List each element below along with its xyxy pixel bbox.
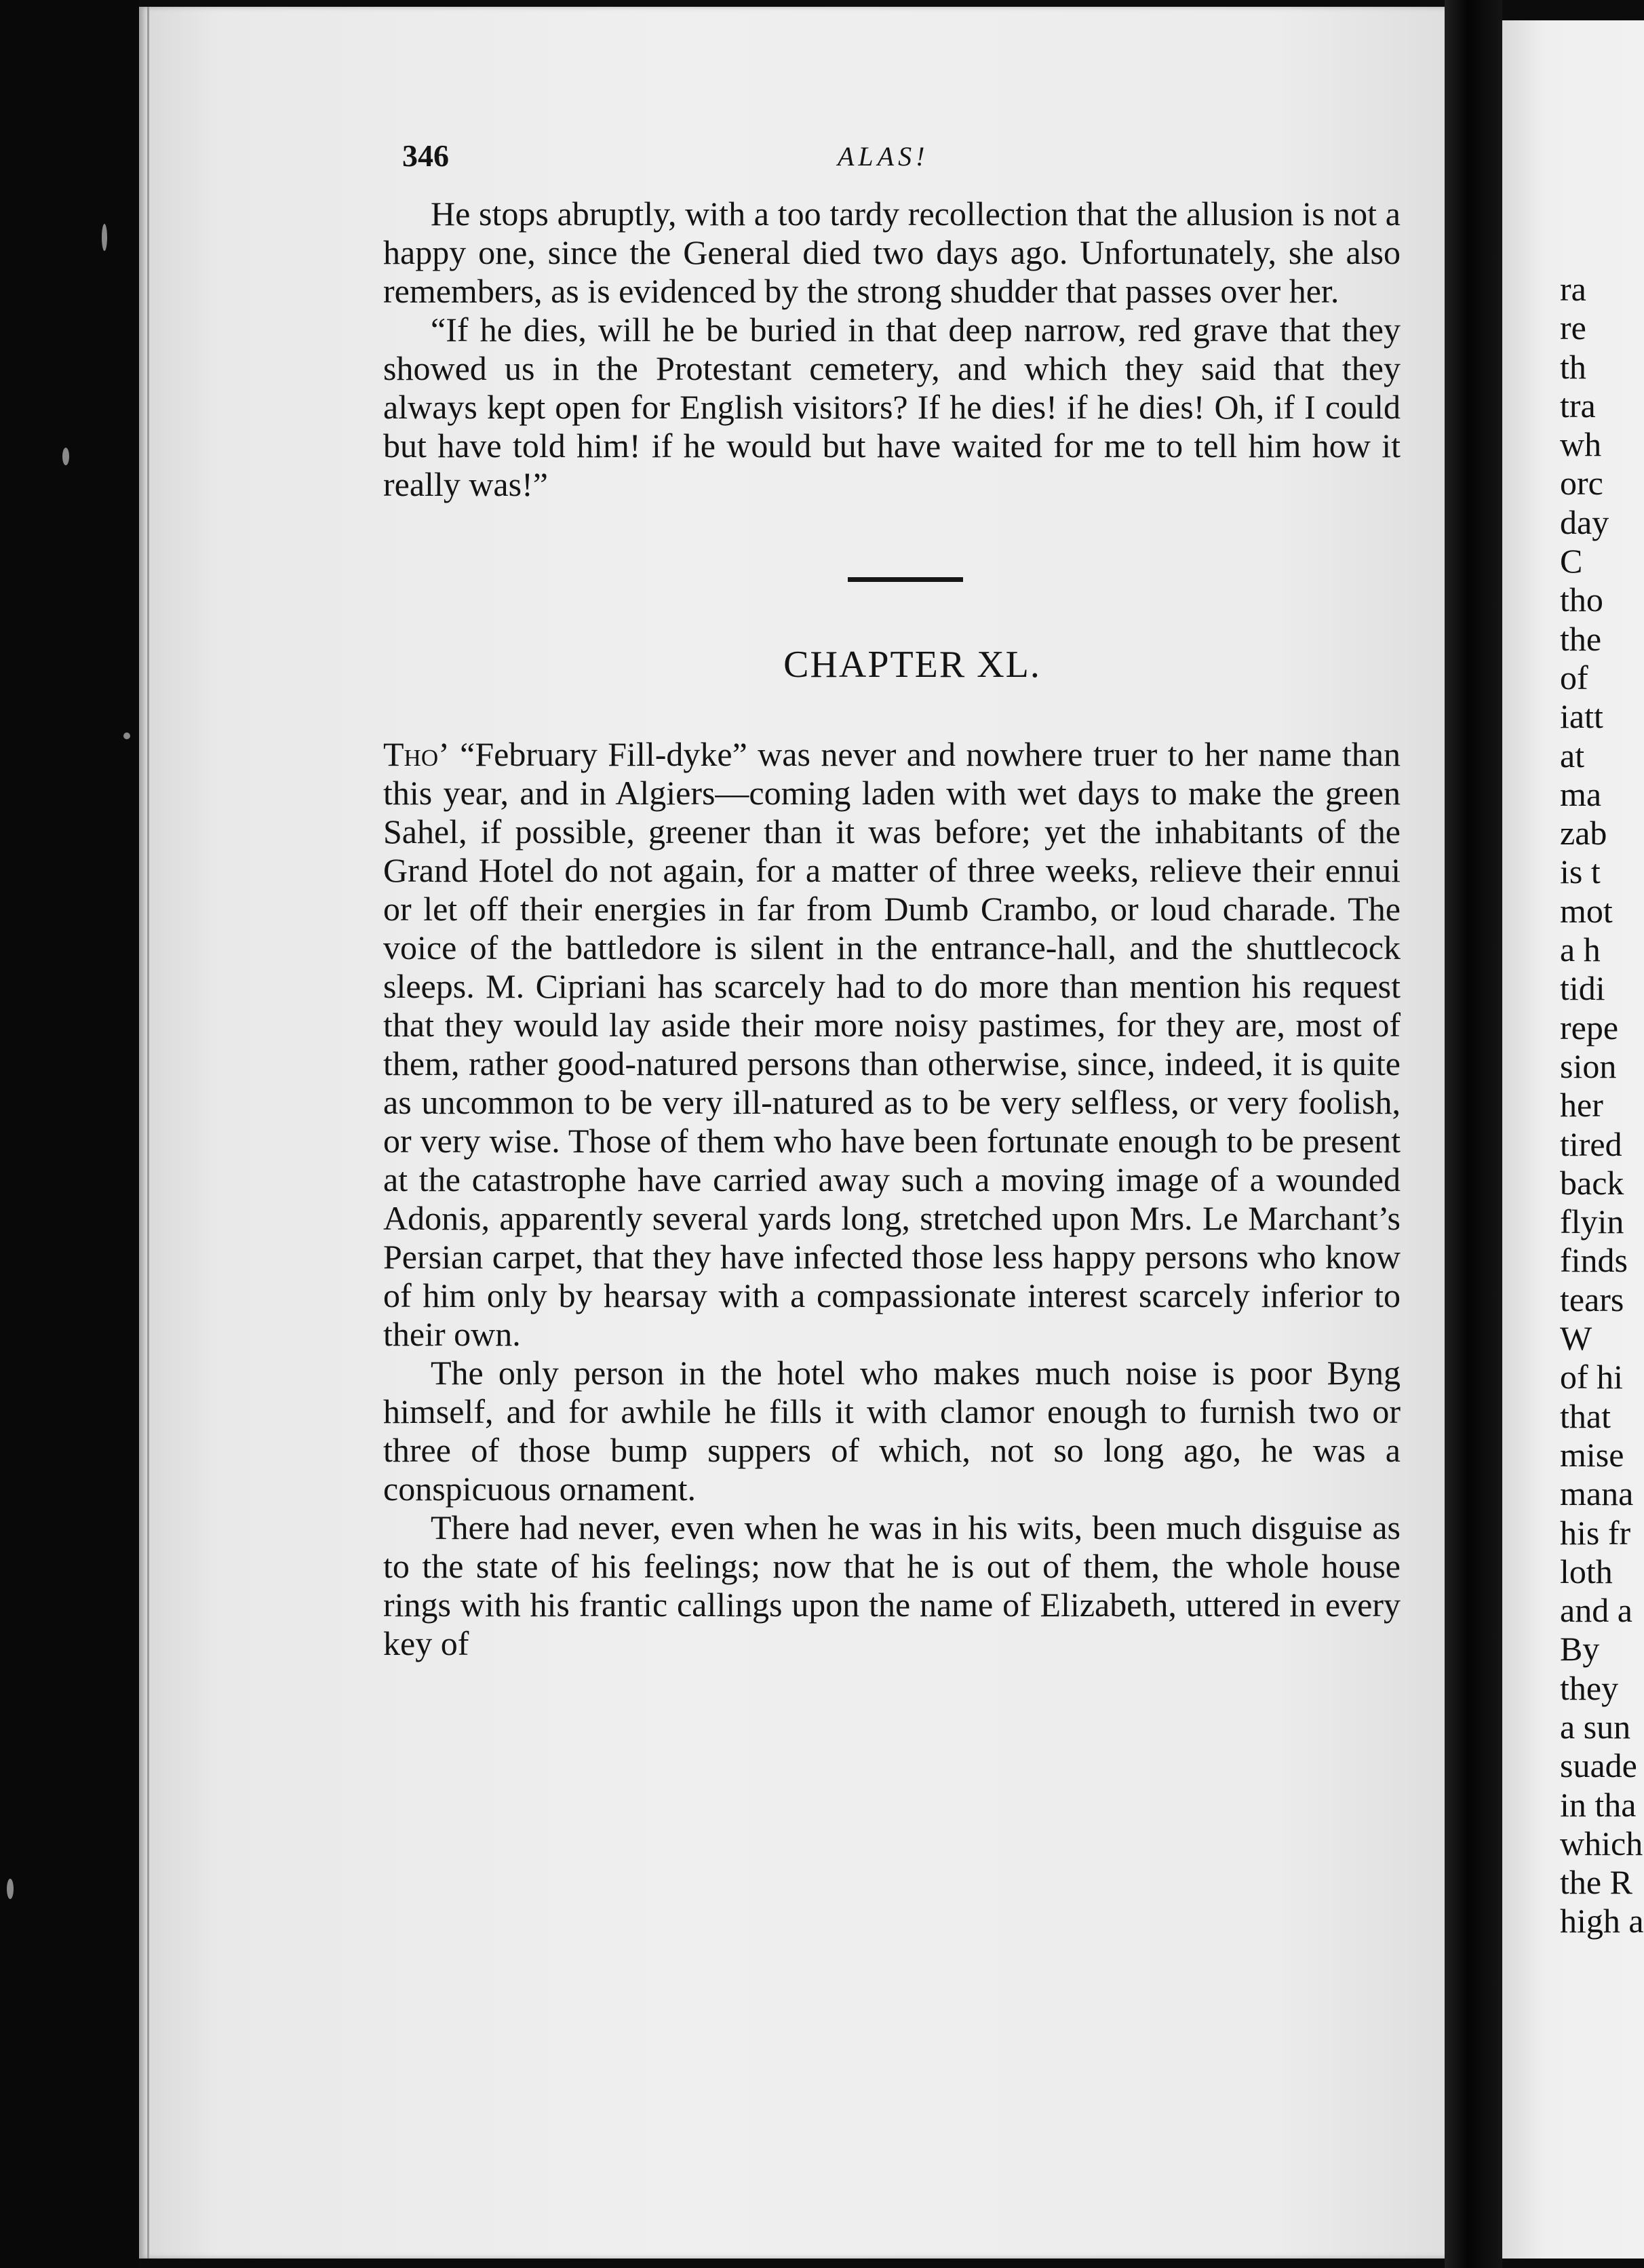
chapter-first-paragraph-text: “February Fill-dyke” was never and nowhere truer to her name than this year, and in Algiers—coming laden with wet days to make the green Sahel, if possible, greener than it was before; yet the inhabitants of the Grand Hotel do not again, for a matter of three weeks, relieve their ennui or let off their energies in far from Dumb Crambo, or loud charade. The voice of the battledore is silent in the entrance-hall, and the shuttlecock sleeps. M. Cipriani has scarcely had to do more than mention his request that they would lay aside their more noisy pastimes, for they are, most of them, rather good-natured persons than otherwise, since, indeed, it is quite as uncommon to be very ill-natured as to be very selfless, or very foolish, or very wise. Those of them who have been fortunate enough to be present at the catastrophe have carried away such a moving image of a wounded Adonis, apparently several yards long, stretched upon Mrs. Le Marchant’s Persian carpet, that they have infected those less happy persons who know of him only by hearsay with a compassionate interest scarcely inferior to their own.	[383, 735, 1401, 1353]
right-page-line: of hi	[1560, 1358, 1624, 1396]
scan-speck	[62, 448, 69, 465]
right-page-line: they	[1560, 1668, 1619, 1707]
paragraph: “If he dies, will he be buried in that deep narrow, red grave that they showed us in the Protestant cemetery, and which they said that they always kept open for English visitors? If he dies! if he dies! Oh, if I could but have told him! if he would but have waited for me to tell him how it really was!”	[383, 311, 1401, 503]
right-page-line: sion	[1560, 1047, 1617, 1085]
chapter-divider-rule	[848, 577, 963, 582]
right-page-line: at	[1560, 736, 1585, 775]
right-page-line: tears	[1560, 1280, 1624, 1318]
right-page-line: that	[1560, 1396, 1611, 1435]
right-page-line: a sun	[1560, 1707, 1631, 1746]
right-page-line: tho	[1560, 581, 1603, 619]
right-page-line: the R	[1560, 1863, 1632, 1902]
right-page-line: flyin	[1560, 1203, 1624, 1241]
right-page-line: the	[1560, 619, 1602, 658]
right-page-line: ma	[1560, 775, 1602, 813]
chapter-first-paragraph	[383, 735, 1401, 1354]
running-title: ALAS!	[838, 141, 929, 172]
scan-speck	[102, 224, 107, 251]
paragraph: He stops abruptly, with a too tardy recollection that the allusion is not a happy one, since the General died two days ago. Unfortunately, she also remembers, as is evidenced by the strong shudder that passes over her.	[383, 195, 1401, 310]
right-page-line: in tha	[1560, 1785, 1637, 1824]
right-page-line: finds	[1560, 1241, 1628, 1280]
chapter-first-word: Tho’	[383, 735, 450, 773]
right-page-line: orc	[1560, 464, 1603, 503]
right-page-line: back	[1560, 1163, 1624, 1202]
paragraph: The only person in the hotel who makes much noise is poor Byng himself, and for awhile he fills it with clamor enough to furnish two or three of those bump suppers of which, not so long ago, he was a conspicuous ornament.	[383, 1354, 1401, 1508]
scan-speck	[7, 1879, 14, 1899]
right-page-line: re	[1560, 309, 1586, 347]
scan-left-border	[0, 0, 139, 2268]
right-page-line: suade	[1560, 1746, 1637, 1785]
opening-paragraphs	[383, 195, 1401, 504]
scan-speck	[123, 732, 130, 739]
right-page-line: mot	[1560, 891, 1613, 930]
right-page-line: of	[1560, 658, 1588, 697]
right-page-line: C	[1560, 542, 1583, 581]
right-page-line: day	[1560, 503, 1609, 541]
right-page-line: iatt	[1560, 697, 1603, 736]
right-page-line: and a	[1560, 1591, 1632, 1630]
right-page-line: tired	[1560, 1125, 1622, 1163]
paragraph: There had never, even when he was in his wits, been much disguise as to the state of his feelings; now that he is out of them, the whole house rings with his frantic callings upon the name of Elizabeth, uttered in every key of	[383, 1508, 1401, 1662]
right-page-line: tidi	[1560, 969, 1605, 1008]
right-page-line: ra	[1560, 270, 1586, 308]
running-head	[383, 125, 1401, 180]
right-page-line: th	[1560, 347, 1586, 386]
right-page-line: his fr	[1560, 1513, 1631, 1552]
right-page-line: mise	[1560, 1435, 1624, 1474]
page-edge	[147, 7, 149, 2259]
right-page-line: high a	[1560, 1902, 1644, 1940]
book-gutter	[1445, 0, 1502, 2268]
right-page-line: which	[1560, 1824, 1643, 1862]
right-page-text	[1560, 270, 1644, 1941]
right-page-line: zab	[1560, 814, 1607, 853]
chapter-heading: CHAPTER XL.	[783, 644, 1041, 686]
right-page-line: her	[1560, 1086, 1603, 1125]
right-page-line: tra	[1560, 386, 1596, 425]
page-number: 346	[402, 138, 449, 173]
right-page-line: W	[1560, 1319, 1592, 1358]
right-page-line: wh	[1560, 425, 1602, 464]
right-page-line: By	[1560, 1630, 1600, 1668]
right-page-line: a h	[1560, 931, 1601, 969]
right-page-line: repe	[1560, 1008, 1619, 1047]
right-page-line: mana	[1560, 1474, 1634, 1513]
right-page-line: is t	[1560, 853, 1601, 891]
right-page-line: loth	[1560, 1552, 1613, 1590]
page-text-area	[383, 125, 1401, 1663]
